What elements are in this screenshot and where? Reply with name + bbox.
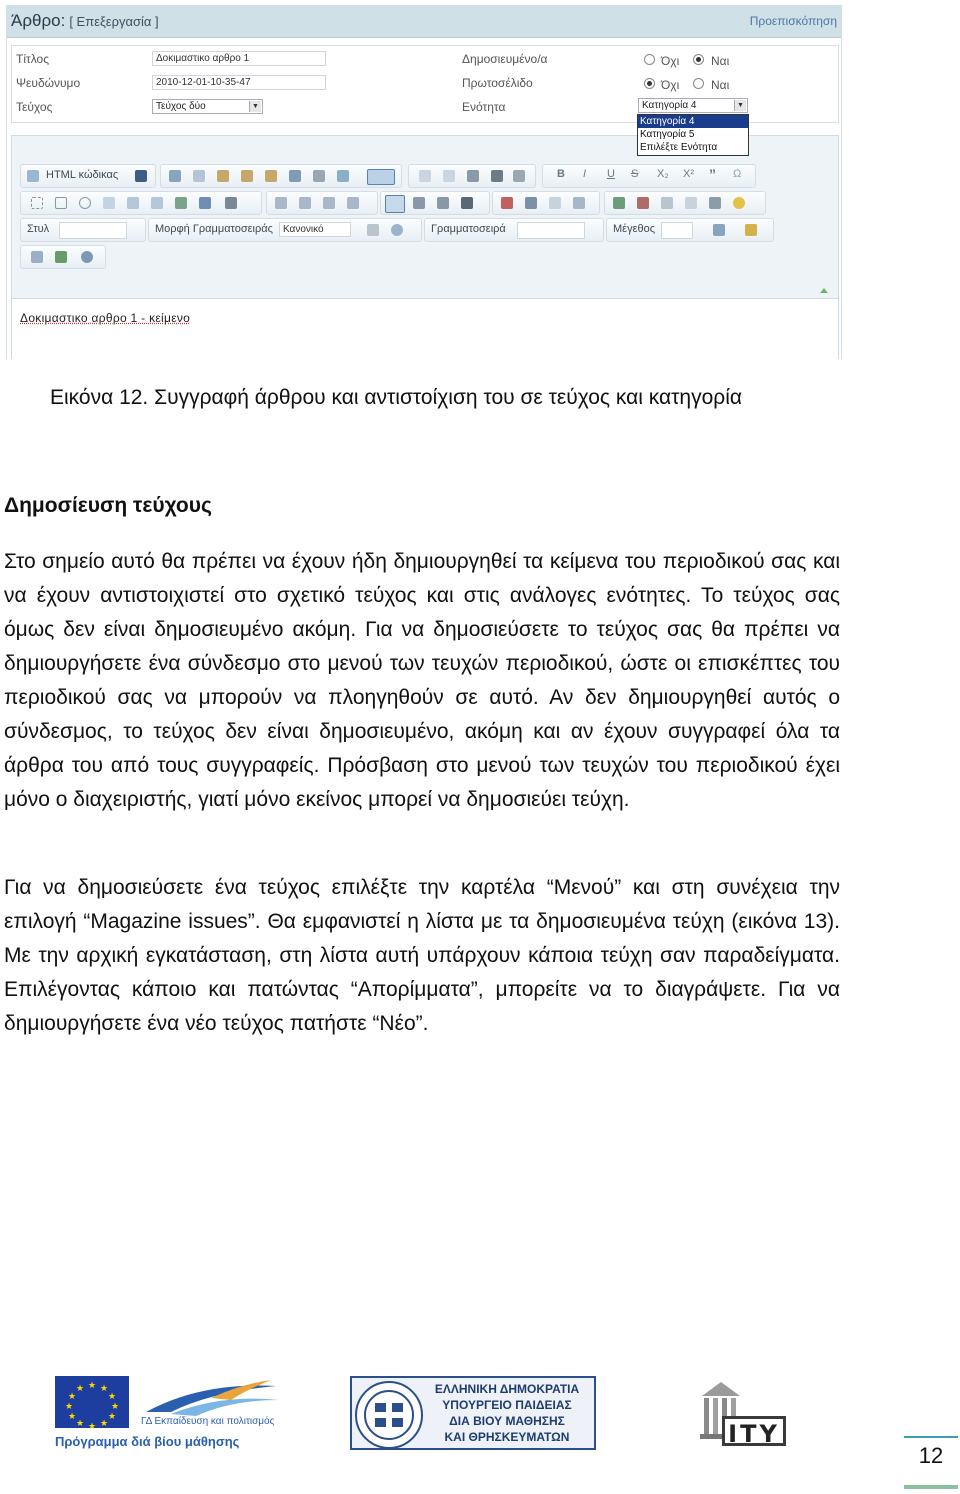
lock-icon[interactable] — [513, 170, 525, 182]
paragraph: Στο σημείο αυτό θα πρέπει να έχουν ήδη δημιουργηθεί τα κείμενα του περιοδικού σας και να έχουν αντιστοιχιστεί στο σχετικό τεύχος και στις ανάλογες ενότητες. Το τεύχος σας όμως δεν είναι δημοσιευμένο ακόμη. Για να δημοσιεύσετε το τεύχος σας θα πρέπει να δημιουργήσετε ένα σύνδεσμο στο μενού των τευχών περιοδικού, ώστε οι επισκέπτες του περιοδικού σας να μπορούν να πλοηγηθούν σε αυτό. Αν δεν δημιουργηθεί αυτός ο σύνδεσμος, το τεύχος δεν είναι δημοσιευμένο, ακόμη και αν έχουν συγγραφεί όλα τα άρθρα του από τους συγγραφείς. Πρόσβαση στο μενού των τευχών του περιοδικού έχει μόνο ο διαχειριστής, γιατί μόνο εκείνος μπορεί να δημοσιεύει τεύχη. — [4, 550, 840, 811]
paragraph: Για να δημοσιεύσετε ένα τεύχος επιλέξτε την καρτέλα “Μενού” και στη συνέχεια την επιλογή “Magazine issues”. Θα εμφανιστεί η λίστα με τα δημοσιευμένα τεύχη (εικόνα 13). Με την αρχική εγκατάσταση, στη λίστα αυτή υπάρχουν κάποια τεύχη σαν παραδείγματα. Επιλέγοντας κάποιο και πατώντας “Απορίμματα”, μπορείτε να το διαγράψετε. Για να δημιουργήσετε ένα νέο τεύχος πατήστε “Νέο”. — [4, 876, 840, 1035]
published-yes-label: Ναι — [711, 54, 730, 68]
numbered-list-icon[interactable] — [275, 197, 287, 209]
superscript-icon[interactable]: X² — [683, 168, 694, 180]
select-field-icon[interactable] — [151, 197, 163, 209]
greek-emblem-icon — [355, 1381, 423, 1449]
anchor-icon[interactable] — [573, 197, 585, 209]
subscript-icon[interactable]: X₂ — [657, 168, 669, 180]
print-icon[interactable] — [313, 170, 325, 182]
find-icon[interactable] — [337, 170, 349, 182]
eu-programme-text: Πρόγραμμα διά βίου μάθησης — [55, 1434, 240, 1449]
frontpage-no-label: Όχι — [661, 78, 680, 92]
undo-icon[interactable] — [419, 170, 431, 182]
show-blocks-icon[interactable] — [55, 251, 67, 263]
page-number: 12 — [918, 1443, 944, 1468]
eu-flag-icon: ★ ★ ★ ★ ★ ★ ★ ★ ★ ★ ★ ★ — [55, 1376, 129, 1428]
paste-word-icon[interactable] — [265, 170, 277, 182]
select-all-icon[interactable] — [289, 170, 301, 182]
paste-text-icon[interactable] — [241, 170, 253, 182]
eu-lifelong-learning-logo — [55, 1376, 285, 1452]
size-label: Μέγεθος — [613, 223, 656, 235]
article-fields — [11, 45, 839, 123]
alias-input[interactable]: 2010-12-01-10-35-47 — [152, 75, 326, 90]
bold-icon[interactable]: B — [557, 168, 565, 180]
link-group — [492, 191, 600, 215]
strikethrough-icon[interactable]: S — [631, 168, 639, 180]
section-label: Ενότητα — [462, 100, 506, 114]
insert-flash-icon[interactable] — [637, 197, 649, 209]
section-select[interactable] — [638, 98, 748, 113]
text-format-group — [542, 164, 756, 188]
save-icon[interactable] — [135, 170, 147, 182]
dropdown-option[interactable]: Κατηγορία 5 — [640, 129, 695, 140]
style-group — [20, 218, 146, 242]
title-input[interactable]: Δοκιμαστικο αρθρο 1 — [152, 51, 326, 66]
flash-icon[interactable] — [501, 197, 513, 209]
eraser-icon[interactable] — [467, 170, 479, 182]
wysiwyg-editor — [11, 135, 839, 359]
size-select[interactable] — [661, 222, 693, 239]
div-icon[interactable] — [31, 197, 43, 209]
format-select[interactable]: Κανονικό — [279, 222, 351, 237]
about-icon[interactable] — [81, 251, 93, 263]
font-label: Γραμματοσειρά — [431, 223, 506, 235]
align-left-icon[interactable] — [385, 195, 405, 213]
align-right-icon[interactable] — [437, 197, 449, 209]
textarea-icon[interactable] — [127, 197, 139, 209]
ity-logo — [692, 1376, 790, 1450]
published-yes-radio[interactable] — [693, 54, 704, 65]
eu-directorate-text: ΓΔ Εκπαίδευση και πολιτισμός — [141, 1416, 275, 1427]
radio-icon[interactable] — [79, 197, 91, 209]
zoom-icon[interactable] — [391, 224, 403, 236]
align-center-icon[interactable] — [413, 197, 425, 209]
frontpage-yes-radio[interactable] — [693, 78, 704, 89]
smiley-icon[interactable] — [733, 197, 745, 209]
font-color-icon[interactable] — [713, 224, 725, 236]
font-group — [424, 218, 604, 242]
published-no-label: Όχι — [661, 54, 680, 68]
font-select[interactable] — [517, 222, 585, 239]
chevron-down-icon: ▼ — [734, 100, 746, 111]
editor-mode: [ Επεξεργασία ] — [69, 14, 159, 29]
button-field-icon[interactable] — [175, 197, 187, 209]
published-no-radio[interactable] — [644, 54, 655, 65]
redo-icon[interactable] — [443, 170, 455, 182]
editor-content[interactable]: Δοκιμαστικο αρθρο 1 - κείμενο — [20, 311, 191, 325]
html-code-group — [20, 164, 156, 188]
editor-header — [7, 5, 841, 38]
chevron-down-icon: ▼ — [249, 101, 261, 112]
table-icon[interactable] — [491, 170, 503, 182]
size-group — [606, 218, 774, 242]
cut-icon[interactable] — [169, 170, 181, 182]
insert-group — [604, 191, 766, 215]
editor-toolbar — [12, 136, 838, 299]
article-editor-screenshot — [6, 5, 842, 359]
underline-icon[interactable]: U — [607, 168, 615, 180]
form-elements-group — [20, 191, 262, 215]
format-label: Μορφή Γραμματοσειράς — [155, 223, 273, 235]
alias-label: Ψευδώνυμο — [16, 76, 81, 90]
text-color-icon[interactable] — [367, 224, 379, 236]
page-number-rule — [904, 1485, 958, 1489]
issue-select[interactable] — [152, 99, 263, 114]
indent-icon[interactable] — [347, 197, 359, 209]
resize-triangle-icon — [820, 288, 828, 293]
title-label: Τίτλος — [16, 52, 50, 66]
page-number-rule — [904, 1436, 958, 1438]
style-label: Στυλ — [27, 223, 50, 235]
published-label: Δημοσιευμένο/α — [462, 52, 548, 66]
hidden-field-icon[interactable] — [225, 197, 237, 209]
list-group — [266, 191, 378, 215]
italic-icon[interactable]: I — [583, 168, 587, 180]
swoosh-icon — [141, 1378, 281, 1418]
format-group — [148, 218, 422, 242]
misc-group — [20, 245, 106, 269]
paste-icon[interactable] — [217, 170, 229, 182]
figure-caption: Εικόνα 12. Συγγραφή άρθρου και αντιστοίχιση του σε τεύχος και κατηγορία — [50, 386, 743, 409]
image-icon[interactable] — [525, 197, 537, 209]
html-icon — [27, 170, 39, 182]
html-code-button[interactable]: HTML κώδικας — [46, 169, 119, 181]
preview-link[interactable]: Προεπισκόπηση — [749, 14, 837, 28]
copy-icon[interactable] — [193, 170, 205, 182]
insert-table-icon[interactable] — [709, 197, 721, 209]
history-group — [408, 164, 536, 188]
editor-title: Άρθρο: [ Επεξεργασία ] — [11, 11, 159, 30]
frontpage-no-radio[interactable] — [644, 78, 655, 89]
issue-label: Τεύχος — [16, 100, 53, 114]
alignment-group — [380, 191, 490, 215]
dropdown-option[interactable]: Επιλέξτε Ενότητα — [640, 142, 718, 153]
link-icon[interactable] — [549, 197, 561, 209]
dropdown-option[interactable]: Κατηγορία 4 — [638, 115, 748, 128]
maximize-icon[interactable] — [31, 251, 43, 263]
highlight-icon[interactable] — [745, 224, 757, 236]
clipboard-group — [160, 164, 402, 188]
section-heading: Δημοσίευση τεύχους — [4, 494, 212, 517]
ity-text: ITY — [722, 1416, 786, 1446]
quote-icon[interactable]: ” — [709, 166, 716, 182]
section-dropdown-list — [637, 114, 749, 156]
bullet-list-icon[interactable] — [299, 197, 311, 209]
outdent-icon[interactable] — [323, 197, 335, 209]
textfield-icon[interactable] — [103, 197, 115, 209]
align-justify-icon[interactable] — [461, 197, 473, 209]
hr-icon[interactable] — [685, 197, 697, 209]
page-break-icon[interactable] — [661, 197, 673, 209]
ministry-text: ΕΛΛΗΝΙΚΗ ΔΗΜΟΚΡΑΤΙΑ ΥΠΟΥΡΓΕΙΟ ΠΑΙΔΕΙΑΣ ΔΙΑ ΒΙΟΥ ΜΑΘΗΣΗΣ ΚΑΙ ΘΡΗΣΚΕΥΜΑΤΩΝ — [434, 1382, 580, 1444]
ministry-logo — [350, 1376, 596, 1450]
section-select-value: Κατηγορία 4 — [642, 100, 697, 111]
frontpage-yes-label: Ναι — [711, 78, 730, 92]
style-select[interactable] — [59, 222, 127, 239]
frontpage-label: Πρωτοσέλιδο — [462, 76, 533, 90]
special-char-icon[interactable]: Ω — [733, 168, 742, 180]
issue-select-value: Τεύχος δύο — [156, 101, 206, 112]
checkbox-icon[interactable] — [55, 197, 67, 209]
spellcheck-icon[interactable] — [367, 169, 395, 185]
image-button-icon[interactable] — [199, 197, 211, 209]
insert-image-icon[interactable] — [613, 197, 625, 209]
